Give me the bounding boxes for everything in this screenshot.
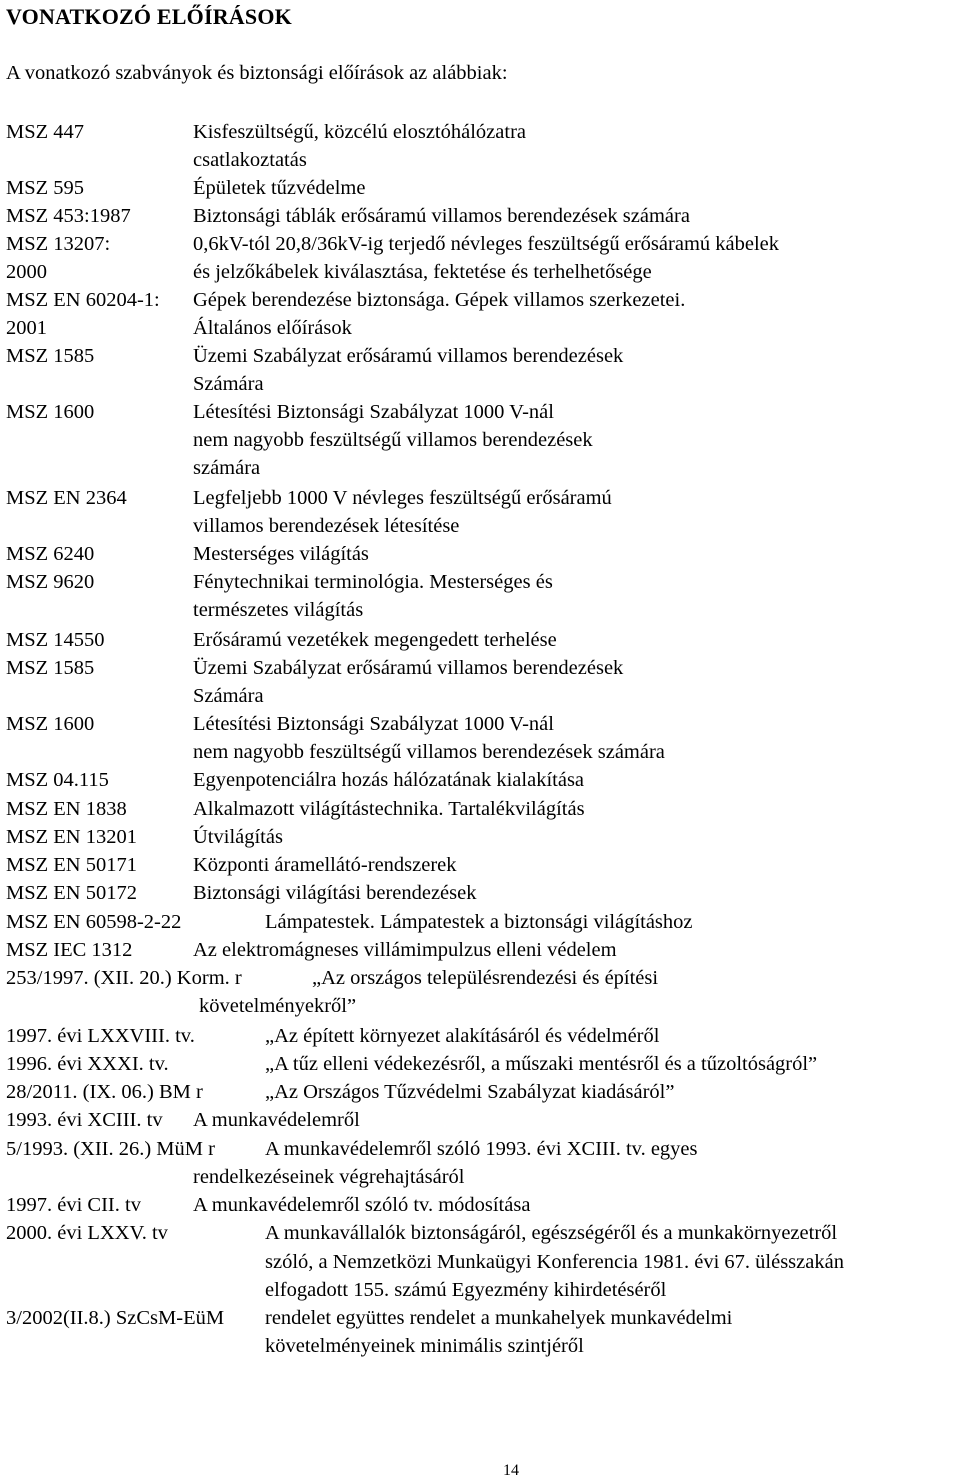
row-code: 28/2011. (IX. 06.) BM r	[6, 1081, 203, 1103]
row-code: MSZ EN 60204-1:	[6, 289, 160, 311]
row-text: Létesítési Biztonsági Szabályzat 1000 V-nál	[193, 713, 554, 735]
row-code: MSZ 6240	[6, 543, 95, 565]
row-text: csatlakoztatás	[193, 149, 307, 171]
row-text: A munkavédelemről szóló tv. módosítása	[193, 1194, 531, 1216]
row-code: 3/2002(II.8.) SzCsM-EüM	[6, 1307, 225, 1329]
row-text: Üzemi Szabályzat erősáramú villamos berendezések	[193, 657, 624, 679]
row-text: „A tűz elleni védekezésről, a műszaki mentésről és a tűzoltóságról”	[265, 1053, 818, 1075]
row-text: Erősáramú vezetékek megengedett terhelése	[193, 629, 557, 651]
row-text: természetes világítás	[193, 599, 364, 621]
row-code: 2000	[6, 261, 47, 283]
row-code: MSZ 595	[6, 177, 85, 199]
row-text: Egyenpotenciálra hozás hálózatának kialakítása	[193, 769, 585, 791]
row-text: nem nagyobb feszültségű villamos berendezések	[193, 429, 593, 451]
row-text: Mesterséges világítás	[193, 543, 369, 565]
intro-paragraph: A vonatkozó szabványok és biztonsági előírások az alábbiak:	[6, 62, 508, 84]
row-text: Biztonsági világítási berendezések	[193, 882, 477, 904]
row-text: Számára	[193, 685, 264, 707]
row-text: Az elektromágneses villámimpulzus elleni védelem	[193, 939, 617, 961]
row-text: „Az országos településrendezési és építési	[312, 967, 659, 989]
row-code: MSZ EN 13201	[6, 826, 137, 848]
row-code: MSZ EN 60598-2-22	[6, 911, 182, 933]
row-code: 2001	[6, 317, 47, 339]
row-code: 1993. évi XCIII. tv	[6, 1109, 163, 1131]
row-text: rendelkezéseinek végrehajtásáról	[193, 1166, 465, 1188]
row-text: A munkavállalók biztonságáról, egészségéről és a munkakörnyezetről	[265, 1222, 838, 1244]
row-text: Biztonsági táblák erősáramú villamos berendezések számára	[193, 205, 690, 227]
page-number: 14	[503, 1462, 519, 1479]
row-text: Épületek tűzvédelme	[193, 177, 366, 199]
row-code: MSZ EN 50171	[6, 854, 137, 876]
row-text: nem nagyobb feszültségű villamos berendezések számára	[193, 741, 665, 763]
row-text: elfogadott 155. számú Egyezmény kihirdetéséről	[265, 1279, 667, 1301]
row-code: MSZ 9620	[6, 571, 95, 593]
row-text: Útvilágítás	[193, 826, 283, 848]
row-text: Fénytechnikai terminológia. Mesterséges és	[193, 571, 553, 593]
row-text: Alkalmazott világítástechnika. Tartalékvilágítás	[193, 798, 585, 820]
row-code: MSZ 1600	[6, 401, 95, 423]
row-text: „Az Országos Tűzvédelmi Szabályzat kiadásáról”	[265, 1081, 675, 1103]
row-text: szóló, a Nemzetközi Munkaügyi Konferencia 1981. évi 67. ülésszakán	[265, 1251, 844, 1273]
row-code: MSZ EN 50172	[6, 882, 137, 904]
row-text: Üzemi Szabályzat erősáramú villamos berendezések	[193, 345, 624, 367]
row-code: MSZ 14550	[6, 629, 105, 651]
row-text: és jelzőkábelek kiválasztása, fektetése és terhelhetősége	[193, 261, 652, 283]
row-code: 1996. évi XXXI. tv.	[6, 1053, 169, 1075]
row-text: Legfeljebb 1000 V névleges feszültségű erősáramú	[193, 487, 612, 509]
row-code: 1997. évi CII. tv	[6, 1194, 141, 1216]
row-code: 1997. évi LXXVIII. tv.	[6, 1025, 195, 1047]
row-code: MSZ EN 1838	[6, 798, 127, 820]
row-text: 0,6kV-tól 20,8/36kV-ig terjedő névleges feszültségű erősáramú kábelek	[193, 233, 780, 255]
row-code: MSZ 1585	[6, 657, 95, 679]
row-code: 2000. évi LXXV. tv	[6, 1222, 168, 1244]
row-code: MSZ EN 2364	[6, 487, 127, 509]
row-text: A munkavédelemről szóló 1993. évi XCIII. tv. egyes	[265, 1138, 698, 1160]
row-text: számára	[193, 457, 261, 479]
row-code: MSZ 1585	[6, 345, 95, 367]
row-code: 5/1993. (XII. 26.) MüM r	[6, 1138, 215, 1160]
row-text: követelményekről”	[199, 995, 357, 1017]
row-text: Gépek berendezése biztonsága. Gépek villamos szerkezetei.	[193, 289, 686, 311]
row-code: MSZ 447	[6, 121, 85, 143]
row-text: A munkavédelemről	[193, 1109, 360, 1131]
row-code: MSZ 04.115	[6, 769, 109, 791]
row-text: Számára	[193, 373, 264, 395]
page-title: VONATKOZÓ ELŐÍRÁSOK	[6, 4, 292, 29]
row-code: MSZ 453:1987	[6, 205, 131, 227]
row-text: „Az épített környezet alakításáról és védelméről	[265, 1025, 660, 1047]
row-text: rendelet együttes rendelet a munkahelyek munkavédelmi	[265, 1307, 733, 1329]
row-code: MSZ 1600	[6, 713, 95, 735]
row-text: Kisfeszültségű, közcélú elosztóhálózatra	[193, 121, 526, 143]
row-text: Lámpatestek. Lámpatestek a biztonsági világításhoz	[265, 911, 693, 933]
row-code: 253/1997. (XII. 20.) Korm. r	[6, 967, 242, 989]
row-code: MSZ 13207:	[6, 233, 111, 255]
row-text: Központi áramellátó-rendszerek	[193, 854, 457, 876]
row-code: MSZ IEC 1312	[6, 939, 133, 961]
row-text: Általános előírások	[193, 317, 352, 339]
row-text: villamos berendezések létesítése	[193, 515, 460, 537]
row-text: követelményeinek minimális szintjéről	[265, 1335, 584, 1357]
row-text: Létesítési Biztonsági Szabályzat 1000 V-nál	[193, 401, 554, 423]
